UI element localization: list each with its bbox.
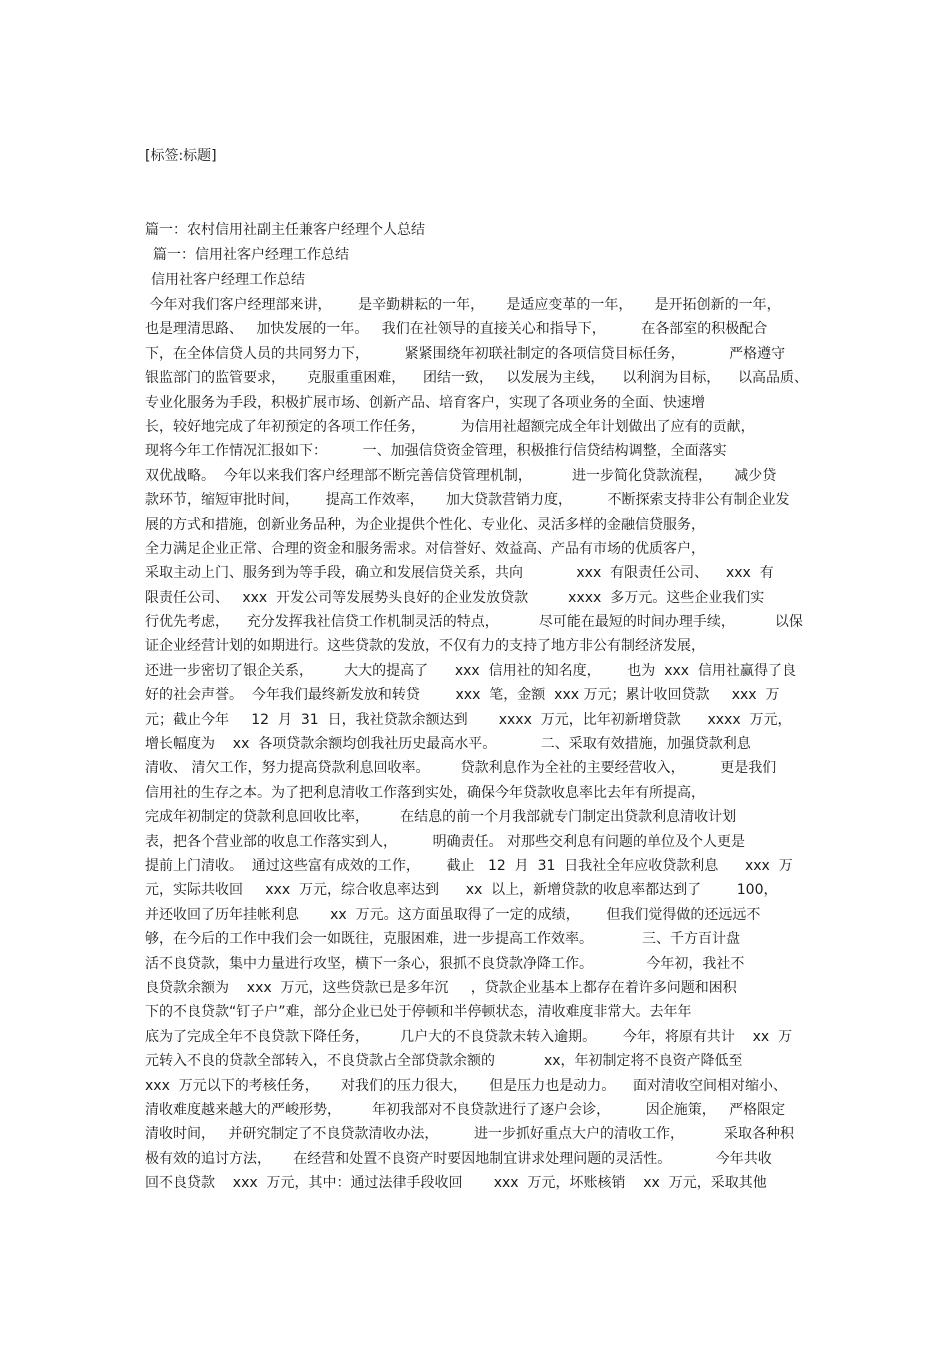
text-line: 限责任公司、 xxx 开发公司等发展势头良好的企业发放贷款 xxxx 多万元。这些企业我们实	[145, 589, 765, 606]
text-line: 也是理清思路、 加快发展的一年。 我们在社领导的直接关心和指导下， 在各部室的积极配合	[145, 321, 768, 338]
text-line: 清收、 清欠工作，努力提高贷款利息回收率。 贷款利息作为全社的主要经营收入， 更是我们	[145, 760, 777, 777]
text-line: 款环节，缩短审批时间， 提高工作效率， 加大贷款营销力度， 不断探索支持非公有制企业发	[145, 492, 790, 509]
text-line: 底为了完成全年不良贷款下降任务， 几户大的不良贷款未转入逾期。 今年，将原有共计 xx 万	[145, 1028, 793, 1045]
text-line: 展的方式和措施，创新业务品种，为企业提供个性化、专业化、灵活多样的金融信贷服务，	[145, 516, 705, 533]
text-line: 今年对我们客户经理部来讲， 是辛勤耕耘的一年， 是适应变革的一年， 是开拓创新的一年，	[145, 297, 781, 313]
text-line: 下，在全体信贷人员的共同努力下， 紧紧围绕年初联社制定的各项信贷目标任务， 严格遵守	[145, 345, 786, 362]
text-line: 增长幅度为 xx 各项贷款余额均创我社历史最高水平。 二、采取有效措施，加强贷款利息	[145, 736, 751, 753]
text-line: xxx 万元以下的考核任务， 对我们的压力很大， 但是压力也是动力。 面对清收空间相对缩小、	[145, 1077, 788, 1094]
text-line: 全力满足企业正常、合理的资金和服务需求。对信誉好、效益高、产品有市场的优质客户，	[145, 540, 705, 557]
text-line: 并还收回了历年挂帐利息 xx 万元。这方面虽取得了一定的成绩， 但我们觉得做的还远远不	[145, 906, 761, 923]
text-line: 完成年初制定的贷款利息回收比率， 在结息的前一个月我部就专门制定出贷款利息清收计划	[145, 809, 737, 826]
text-line: 提前上门清收。 通过这些富有成效的工作， 截止 12 月 31 日我社全年应收贷款利息 xxx 万	[145, 857, 793, 874]
text-line: 下的不良贷款“钉子户”难，部分企业已处于停顿和半停顿状态，清收难度非常大。去年年	[145, 1004, 692, 1021]
text-line: 银监部门的监管要求， 克服重重困难， 团结一致， 以发展为主线， 以利润为目标， 以高品质、	[145, 370, 809, 387]
text-line: 回不良贷款 xxx 万元，其中：通过法律手段收回 xxx 万元，坏账核销 xx 万元，采取其他	[145, 1175, 767, 1192]
text-line: 活不良贷款，集中力量进行攻坚，横下一条心，狠抓不良贷款净降工作。 今年初，我社不	[145, 955, 745, 972]
text-line: 双优战略。 今年以来我们客户经理部不断完善信贷管理机制， 进一步简化贷款流程， 减少贷	[145, 467, 777, 484]
text-line: 元，实际共收回 xxx 万元，综合收息率达到 xx 以上，新增贷款的收息率都达到了 100，	[145, 882, 778, 899]
tag-line: [标签:标题]	[145, 148, 217, 164]
body-text	[145, 293, 810, 1195]
text-line: 信用社的生存之本。为了把利息清收工作落到实处，确保今年贷款收息率比去年有所提高，	[145, 784, 705, 801]
document-title: 信用社客户经理工作总结	[151, 272, 305, 288]
text-line: 极有效的追讨方法， 在经营和处置不良资产时要因地制宜讲求处理问题的灵活性。 今年共收	[145, 1150, 772, 1167]
article-title: 篇一：农村信用社副主任兼客户经理个人总结	[145, 222, 425, 238]
text-line: 元转入不良的贷款全部转入，不良贷款占全部贷款余额的 xx，年初制定将不良资产降低至	[145, 1053, 743, 1070]
text-line: 元；截止今年 12 月 31 日，我社贷款余额达到 xxxx 万元，比年初新增贷款 xxxx 万元，	[145, 711, 792, 728]
text-line: 良贷款余额为 xxx 万元，这些贷款已是多年沉 ，贷款企业基本上都存在着许多问题和困积	[145, 979, 737, 996]
text-line: 够，在今后的工作中我们会一如既往，克服困难，进一步提高工作效率。 三、千方百计盘	[145, 931, 740, 948]
text-line: 清收时间， 并研究制定了不良贷款清收办法， 进一步抓好重点大户的清收工作， 采取各种积	[145, 1126, 795, 1143]
text-line: 表，把各个营业部的收息工作落实到人， 明确责任。 对那些交利息有问题的单位及个人更是	[145, 833, 746, 850]
section-title: 篇一：信用社客户经理工作总结	[153, 247, 349, 263]
text-line: 好的社会声誉。 今年我们最终新发放和转贷 xxx 笔，金额 xxx 万元；累计收回贷款 xxx 万	[145, 687, 780, 704]
text-line: 证企业经营计划的如期进行。这些贷款的发放，不仅有力的支持了地方非公有制经济发展，	[145, 638, 705, 655]
text-line: 清收难度越来越大的严峻形势， 年初我部对不良贷款进行了逐户会诊， 因企施策， 严格限定	[145, 1101, 786, 1118]
text-line: 长，较好地完成了年初预定的各项工作任务， 为信用社超额完成全年计划做出了应有的贡献，	[145, 418, 755, 435]
text-line: 现将今年工作情况汇报如下： 一、加强信贷资金管理，积极推行信贷结构调整，全面落实	[145, 443, 727, 460]
text-line: 行优先考虑， 充分发挥我社信贷工作机制灵活的特点， 尽可能在最短的时间办理手续， 以保	[145, 614, 803, 631]
text-line: 还进一步密切了银企关系， 大大的提高了 xxx 信用社的知名度， 也为 xxx 信用社赢得了良	[145, 662, 796, 679]
text-line: 采取主动上门、服务到为等手段，确立和发展信贷关系，共向 xxx 有限责任公司、 xxx 有	[145, 565, 774, 582]
headings	[145, 218, 815, 293]
text-line: 专业化服务为手段，积极扩展市场、创新产品、培育客户，实现了各项业务的全面、快速增	[145, 394, 705, 411]
